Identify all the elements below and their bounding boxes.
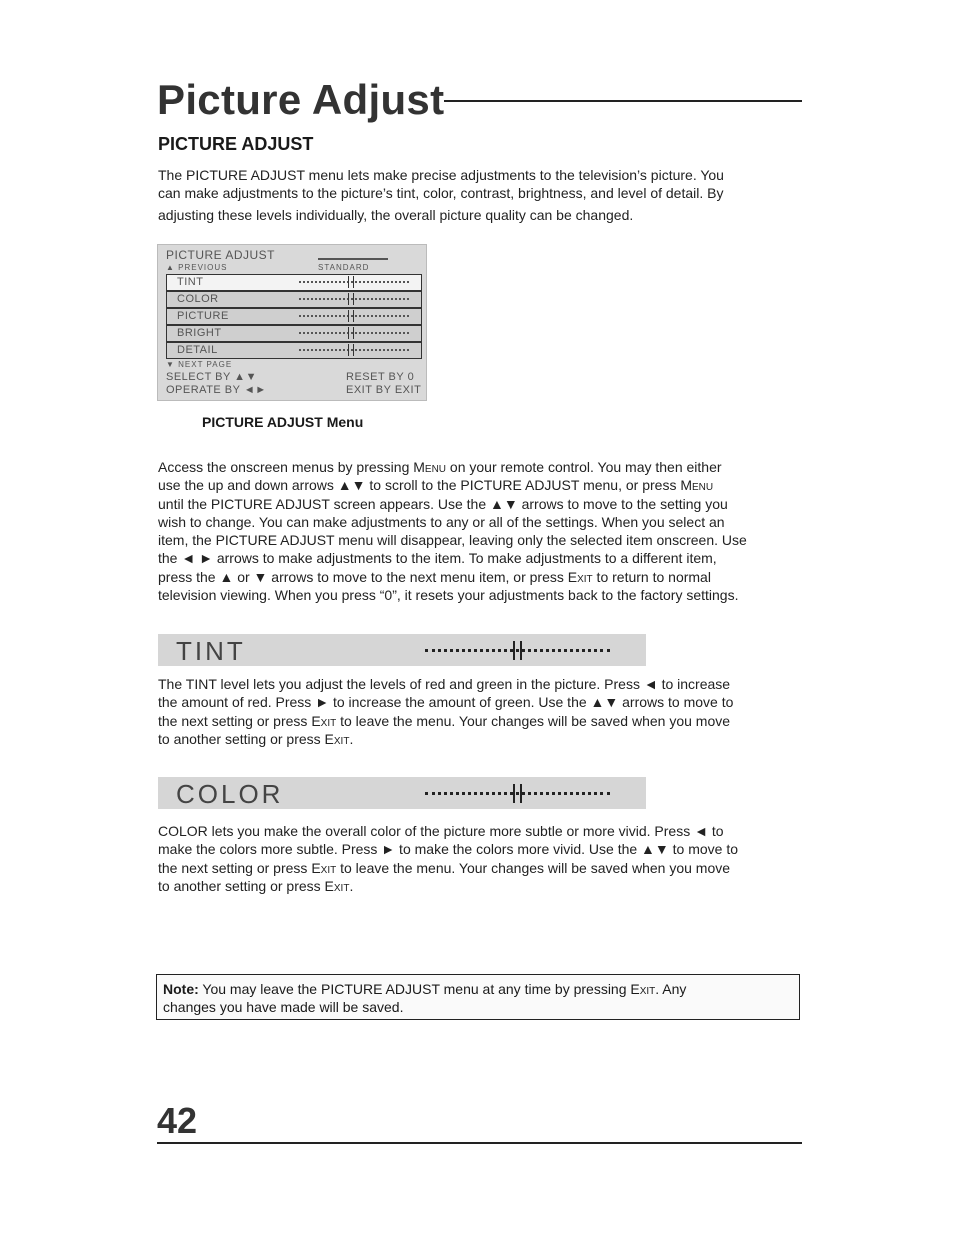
osd-item-label: COLOR	[177, 293, 219, 305]
picture-adjust-menu-screenshot	[157, 244, 427, 401]
tint-paragraph: The TINT level lets you adjust the levels of red and green in the picture. Press ◄ to increase the amount of red. Press ► to increase the amount of green. Use the ▲▼ arrows to move to the next setting or press Exit to leave the menu. Your changes will be saved when you move to another setting or press Exit.	[158, 676, 734, 747]
osd-item-label: BRIGHT	[177, 327, 222, 339]
osd-item-bar	[299, 281, 409, 283]
osd-next-page: ▼ NEXT PAGE	[166, 360, 233, 369]
osd-slider-icon	[318, 249, 388, 260]
page-rule	[157, 1142, 802, 1144]
note-label: Note:	[163, 981, 199, 997]
osd-mode: STANDARD	[318, 263, 370, 272]
intro-line: can make adjustments to the picture’s tint, color, contrast, brightness, and level of detail. By	[158, 185, 724, 202]
color-strip-knob	[513, 784, 522, 803]
osd-item-label: TINT	[177, 276, 204, 288]
page-title: Picture Adjust	[157, 76, 445, 123]
menu-key: Menu	[413, 459, 447, 475]
osd-item-bright	[166, 325, 422, 342]
exit-key: Exit	[311, 712, 337, 729]
color-strip	[158, 777, 646, 809]
menu-key: Menu	[680, 477, 714, 494]
osd-item-bar	[299, 315, 409, 317]
tint-strip-label: TINT	[176, 636, 246, 666]
color-paragraph: COLOR lets you make the overall color of the picture more subtle or more vivid. Press ◄ to make the colors more subtle. Press ► to make the colors more vivid. Use the ▲▼ to move to the next setting or press Exit to leave the menu. Your changes will be saved when you move to another setting or press Exit.	[158, 823, 739, 894]
exit-key: Exit	[567, 568, 593, 585]
osd-item-knob	[348, 293, 354, 305]
color-strip-label: COLOR	[176, 779, 284, 809]
intro-line: adjusting these levels individually, the overall picture quality can be changed.	[158, 206, 634, 223]
osd-item-knob	[348, 327, 354, 339]
osd-operate-hint: OPERATE BY ◄►	[166, 384, 267, 396]
tint-strip	[158, 634, 646, 666]
osd-item-knob	[348, 276, 354, 288]
access-paragraph: Access the onscreen menus by pressing Menu on your remote control. You may then either use the up and down arrows ▲▼ to scroll to the PICTURE ADJUST menu, or press Menu until the PICTURE ADJUST screen appears. Use the ▲▼ arrows to move to the setting you wish to change. You can make adjustments to any or all of the settings. When you select an item, the PICTURE ADJUST menu will disappear, leaving only the selected item onscreen. Use the ◄ ► arrows to make adjustments to the item. To make adjustments to a different item, press the ▲ or ▼ arrows to move to the next menu item, or press Exit to return to normal television viewing. When you press “0”, it resets your adjustments back to the factory settings.	[158, 459, 747, 604]
note-box: Note: You may leave the PICTURE ADJUST menu at any time by pressing Exit. Any changes you have made will be saved.	[156, 974, 800, 1020]
exit-key: Exit	[630, 981, 656, 997]
title-rule	[444, 100, 802, 102]
intro-line: The PICTURE ADJUST menu lets make precise adjustments to the television’s picture. You	[158, 167, 724, 183]
osd-item-bar	[299, 332, 409, 334]
exit-key: Exit	[311, 859, 337, 876]
intro-paragraph	[158, 166, 803, 224]
osd-item-label: PICTURE	[177, 310, 229, 322]
osd-item-knob	[348, 344, 354, 356]
tint-strip-knob	[513, 641, 522, 660]
osd-item-picture	[166, 308, 422, 325]
osd-item-tint	[166, 274, 422, 291]
section-heading: PICTURE ADJUST	[158, 134, 314, 154]
osd-title: PICTURE ADJUST	[166, 248, 276, 262]
exit-key: Exit	[324, 730, 350, 747]
osd-item-knob	[348, 310, 354, 322]
osd-select-hint: SELECT BY ▲▼	[166, 371, 257, 383]
menu-caption: PICTURE ADJUST Menu	[202, 414, 364, 430]
osd-item-label: DETAIL	[177, 344, 218, 356]
osd-previous: ▲ PREVIOUS	[166, 263, 228, 272]
osd-item-bar	[299, 349, 409, 351]
page-number: 42	[157, 1100, 198, 1141]
osd-reset-hint: RESET BY 0	[346, 371, 415, 383]
osd-item-color	[166, 291, 422, 308]
osd-item-detail	[166, 342, 422, 359]
osd-item-bar	[299, 298, 409, 300]
exit-key: Exit	[324, 877, 350, 894]
osd-exit-hint: EXIT BY EXIT	[346, 384, 422, 396]
